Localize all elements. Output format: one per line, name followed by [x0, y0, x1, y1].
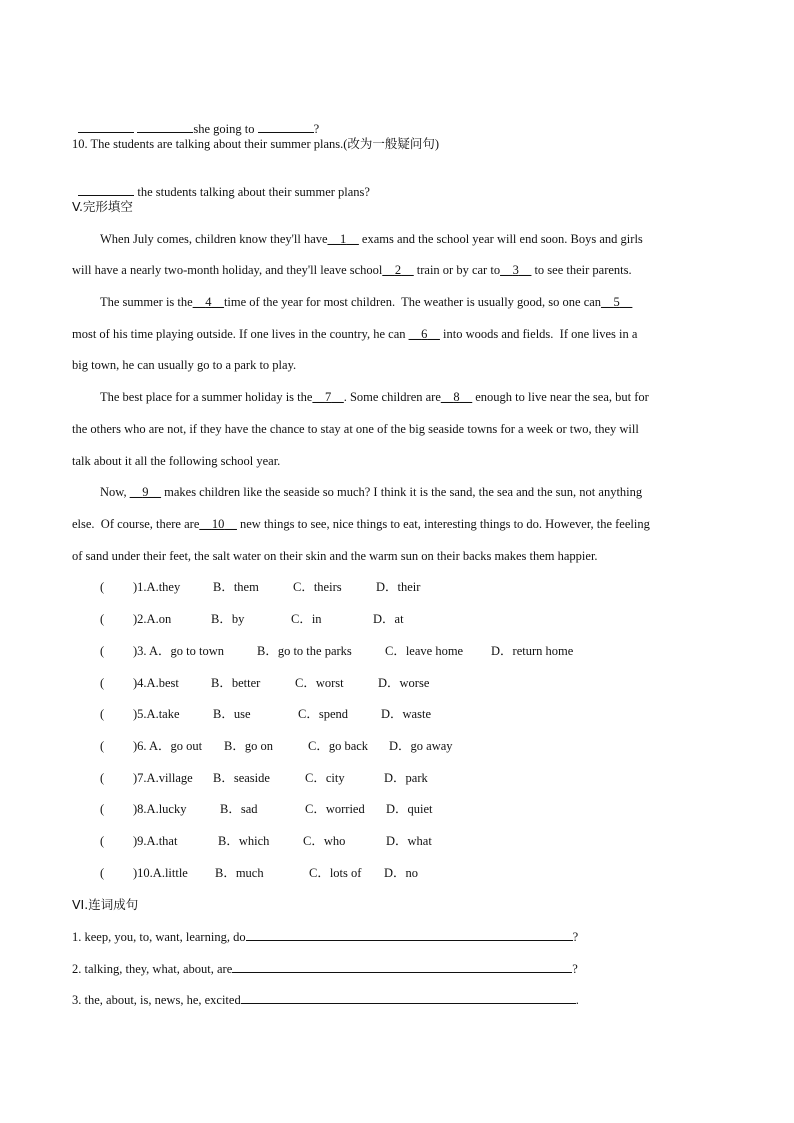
cloze-blank: __5__: [601, 295, 633, 309]
cloze-line: will have a nearly two-month holiday, and they'll leave school__2__ train or by car to__3__ to see their parents.: [72, 263, 632, 277]
option-d[interactable]: D．waste: [381, 707, 431, 721]
cloze-blank: __1__: [327, 232, 359, 246]
option-c[interactable]: C．worst: [295, 676, 344, 690]
answer-paren[interactable]: (: [100, 644, 105, 658]
answer-paren[interactable]: (: [100, 612, 105, 626]
answer-paren[interactable]: (: [100, 676, 105, 690]
option-b[interactable]: B．by: [211, 612, 245, 626]
option-d[interactable]: D．return home: [491, 644, 574, 658]
cloze-blank: __4__: [192, 295, 224, 309]
option-d[interactable]: D．go away: [389, 739, 453, 753]
section-6-heading: VI.连词成句: [72, 897, 139, 912]
option-c[interactable]: C．go back: [308, 739, 369, 753]
answer-paren[interactable]: (: [100, 802, 105, 816]
option-d[interactable]: D．quiet: [386, 802, 433, 816]
answer-paren[interactable]: (: [100, 707, 105, 721]
answer-paren[interactable]: (: [100, 866, 105, 880]
option-c[interactable]: C．worried: [305, 802, 365, 816]
cloze-blank: __7__: [312, 390, 344, 404]
option-c[interactable]: C．leave home: [385, 644, 464, 658]
question-item: )1.A.they: [133, 580, 181, 594]
option-b[interactable]: B．them: [213, 580, 259, 594]
cloze-blank: __2__: [382, 263, 414, 277]
cloze-blank: __8__: [440, 390, 473, 404]
option-c[interactable]: C．who: [303, 834, 346, 848]
option-d[interactable]: D．their: [376, 580, 421, 594]
option-b[interactable]: B．go on: [224, 739, 273, 753]
cloze-line: When July comes, children know they'll have__1__ exams and the school year will end soon. Boys and girls: [100, 232, 643, 246]
option-b[interactable]: B．go to the parks: [257, 644, 352, 658]
cloze-line: Now, __9__ makes children like the seaside so much? I think it is the sand, the sea and the sun, not anything: [100, 485, 643, 499]
option-c[interactable]: C．spend: [298, 707, 349, 721]
q9-answer-line: she going to ?: [72, 104, 319, 137]
answer-paren[interactable]: (: [100, 580, 105, 594]
question-item: )6. A．go out: [133, 739, 203, 753]
question-item: )9.A.that: [133, 834, 178, 848]
answer-paren[interactable]: (: [100, 834, 105, 848]
answer-line[interactable]: [241, 991, 576, 1004]
answer-paren[interactable]: (: [100, 739, 105, 753]
answer-line[interactable]: [232, 960, 572, 973]
question-item: )5.A.take: [133, 707, 180, 721]
option-b[interactable]: B．which: [218, 834, 270, 848]
unscramble-item: 1. keep, you, to, want, learning, do ?: [72, 930, 579, 944]
answer-blank[interactable]: [78, 183, 134, 196]
question-item: )2.A.on: [133, 612, 172, 626]
cloze-blank: __9__: [129, 485, 161, 499]
option-c[interactable]: C．theirs: [293, 580, 342, 594]
question-item: )10.A.little: [133, 866, 188, 880]
answer-line[interactable]: [246, 928, 573, 941]
cloze-line: The summer is the__4__time of the year for most children. The weather is usually good, so one can__5__: [100, 295, 633, 309]
cloze-blank: __3__: [500, 263, 532, 277]
option-d[interactable]: D．worse: [378, 676, 430, 690]
unscramble-item: 2. talking, they, what, about, are ?: [72, 962, 578, 976]
answer-paren[interactable]: (: [100, 771, 105, 785]
cloze-line: most of his time playing outside. If one lives in the country, he can __6__ into woods and fields. If one lives in a: [72, 327, 638, 341]
cloze-line: of sand under their feet, the salt water on their skin and the warm sun on their backs makes them happier.: [72, 549, 598, 563]
question-item: )8.A.lucky: [133, 802, 187, 816]
q10-answer-line: the students talking about their summer plans?: [72, 167, 370, 200]
option-c[interactable]: C．city: [305, 771, 345, 785]
option-b[interactable]: B．use: [213, 707, 251, 721]
option-b[interactable]: B．sad: [220, 802, 258, 816]
q10-prompt: 10. The students are talking about their summer plans.(改为一般疑问句): [72, 137, 440, 151]
cloze-line: talk about it all the following school year.: [72, 454, 281, 468]
answer-blank[interactable]: [137, 120, 193, 133]
option-d[interactable]: D．no: [384, 866, 419, 880]
option-b[interactable]: B．better: [211, 676, 261, 690]
cloze-blank: __10__: [199, 517, 237, 531]
cloze-line: big town, he can usually go to a park to play.: [72, 358, 297, 372]
option-d[interactable]: D．park: [384, 771, 428, 785]
answer-blank[interactable]: [258, 120, 314, 133]
cloze-line: the others who are not, if they have the chance to stay at one of the big seaside towns for a week or two, they will: [72, 422, 639, 436]
cloze-blank: __6__: [408, 327, 440, 341]
question-item: )3. A．go to town: [133, 644, 224, 658]
cloze-line: else. Of course, there are__10__ new things to see, nice things to eat, interesting things to do. However, the feeling: [72, 517, 650, 531]
option-b[interactable]: B．much: [215, 866, 264, 880]
option-c[interactable]: C．lots of: [309, 866, 362, 880]
option-c[interactable]: C．in: [291, 612, 322, 626]
option-b[interactable]: B．seaside: [213, 771, 270, 785]
option-d[interactable]: D．what: [386, 834, 432, 848]
question-item: )4.A.best: [133, 676, 179, 690]
unscramble-item: 3. the, about, is, news, he, excited .: [72, 993, 579, 1007]
section-5-heading: V.完形填空: [72, 199, 133, 214]
question-item: )7.A.village: [133, 771, 193, 785]
option-d[interactable]: D．at: [373, 612, 404, 626]
cloze-line: The best place for a summer holiday is the__7__. Some children are__8__ enough to live near the sea, but for: [100, 390, 649, 404]
answer-blank[interactable]: [78, 120, 134, 133]
